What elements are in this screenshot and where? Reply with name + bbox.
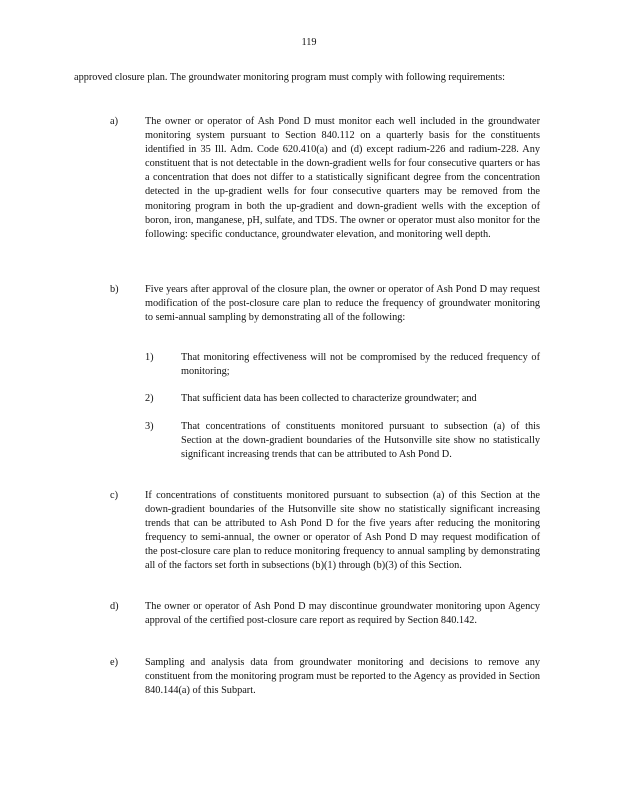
list-item-d — [110, 600, 540, 628]
list-item-c — [110, 489, 540, 574]
item-text: Five years after approval of the closure plan, the owner or operator of Ash Pond D may request modification of the post-closure care plan to reduce the frequency of groundwater monitoring to semi-annual sampling by demonstrating all of the following: — [145, 284, 540, 324]
intro-paragraph: approved closure plan. The groundwater monitoring program must comply with following requirements: — [74, 72, 506, 83]
item-text: Sampling and analysis data from groundwater monitoring and decisions to remove any constituent from the monitoring program must be reported to the Agency as provided in Section 840.144(a) of this Subpart. — [145, 657, 540, 697]
item-text: The owner or operator of Ash Pond D must monitor each well included in the groundwater monitoring system pursuant to Section 840.112 on a quarterly basis for the constituents identified in 35 Ill. Adm. Code 620.410(a) and (d) except radium-226 and radium-228. Any constituent that is not detectable in the down-gradient wells for four consecutive quarters or has a concentration that does not differ to a statistically significant degree from the concentration detected in the up-gradient wells for four consecutive quarters may be removed from the monitoring program in both the up-gradient and down-gradient wells with the exception of boron, iron, manganese, pH, sulfate, and TDS. The owner or operator must also monitor for the following: specific conductance, groundwater elevation, and monitoring well depth. — [145, 116, 540, 240]
list-item-b — [110, 283, 540, 325]
sub-item-label: 1) — [145, 352, 154, 363]
sub-item-label: 3) — [145, 421, 154, 432]
item-text: The owner or operator of Ash Pond D may discontinue groundwater monitoring upon Agency approval of the certified post-closure care report as required by Section 840.142. — [145, 601, 540, 627]
sub-item-2 — [145, 392, 540, 406]
list-item-a — [110, 115, 540, 242]
sub-item-1 — [145, 351, 540, 379]
sub-item-label: 2) — [145, 393, 154, 404]
sub-item-text: That sufficient data has been collected to characterize groundwater; and — [181, 393, 477, 404]
sub-item-3 — [145, 420, 540, 462]
item-label: b) — [110, 284, 119, 295]
page-number: 119 — [301, 37, 317, 48]
item-label: e) — [110, 657, 118, 668]
item-label: d) — [110, 601, 119, 612]
item-text: If concentrations of constituents monitored pursuant to subsection (a) of this Section at the down-gradient boundaries of the Hutsonville site show no statistically significant increasing trends that can be attributed to Ash Pond D for the five years after reducing the monitoring frequency to semi-annual, the owner or operator of Ash Pond D may request modification of the post-closure care plan to reduce monitoring frequency to annual sampling by demonstrating all of the factors set forth in subsections (b)(1) through (b)(3) of this Section. — [145, 490, 540, 572]
sub-item-text: That concentrations of constituents monitored pursuant to subsection (a) of this Section at the down-gradient boundaries of the Hutsonville site show no statistically significant increasing trends that can be attributed to Ash Pond D. — [181, 421, 540, 461]
sub-item-text: That monitoring effectiveness will not be compromised by the reduced frequency of monitoring; — [181, 352, 540, 378]
item-label: a) — [110, 116, 118, 127]
list-item-e — [110, 656, 540, 698]
item-label: c) — [110, 490, 118, 501]
